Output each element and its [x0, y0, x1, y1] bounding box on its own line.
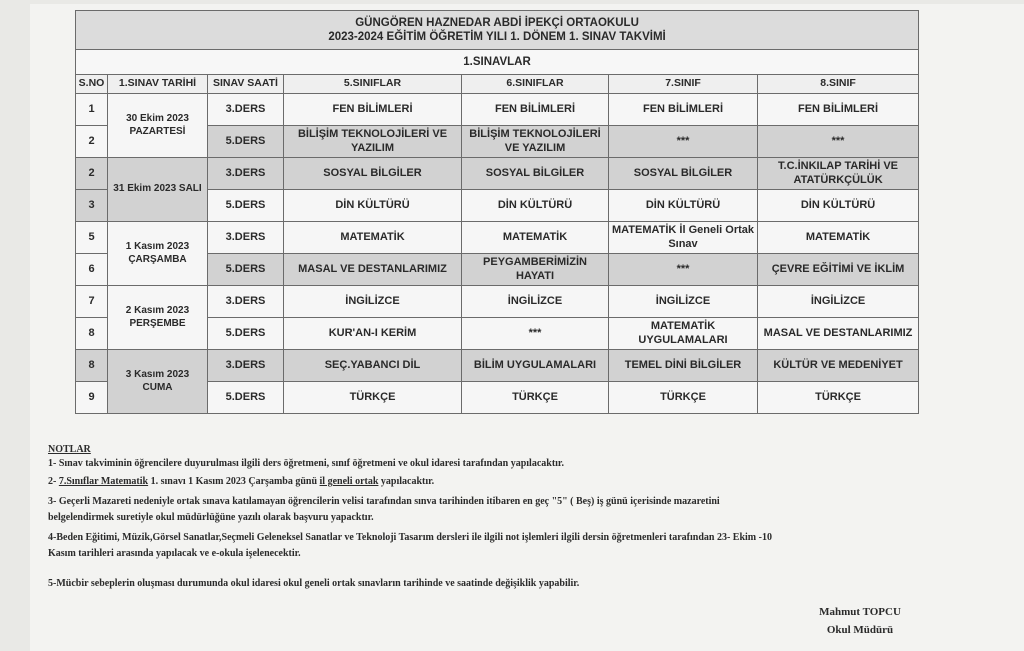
grade7-subject: MATEMATİK UYGULAMALARI — [609, 318, 758, 350]
exam-period: 3.DERS — [208, 158, 284, 190]
grade5-subject: KUR'AN-I KERİM — [284, 318, 462, 350]
exam-date-line1: 31 Ekim 2023 SALI — [113, 183, 202, 195]
row-number: 5 — [76, 222, 108, 254]
grade5-subject: FEN BİLİMLERİ — [284, 94, 462, 126]
grade7-subject: *** — [609, 126, 758, 158]
exam-period: 5.DERS — [208, 190, 284, 222]
grade6-subject: TÜRKÇE — [462, 382, 609, 414]
note-5: 5-Mücbir sebeplerin oluşması durumunda okul idaresi okul geneli ortak sınavların tarihinde ve saatinde değişiklik yapabilir. — [48, 578, 580, 589]
note-2-suffix: yapılacaktır. — [378, 476, 435, 487]
table-row — [76, 286, 919, 318]
grade8-subject: MASAL VE DESTANLARIMIZ — [758, 318, 919, 350]
grade6-subject: PEYGAMBERİMİZİN HAYATI — [462, 254, 609, 286]
exam-date — [108, 286, 208, 350]
exam-date-line1: 3 Kasım 2023 CUMA — [125, 369, 190, 393]
grade6-subject: BİLİM UYGULAMALARI — [462, 350, 609, 382]
exam-date-line1: 2 Kasım 2023 — [125, 305, 190, 316]
exam-date — [108, 94, 208, 158]
col-header-grade8: 8.SINIF — [758, 75, 919, 94]
grade5-subject: MATEMATİK — [284, 222, 462, 254]
grade5-subject: SOSYAL BİLGİLER — [284, 158, 462, 190]
exam-period: 3.DERS — [208, 222, 284, 254]
note-2-underlined-subject: 7.Sınıflar Matematik — [58, 476, 149, 487]
grade6-subject: MATEMATİK — [462, 222, 609, 254]
grade6-subject: İNGİLİZCE — [462, 286, 609, 318]
grade7-subject: SOSYAL BİLGİLER — [609, 158, 758, 190]
principal-title: Okul Müdürü — [826, 623, 894, 636]
grade7-subject: TEMEL DİNİ BİLGİLER — [609, 350, 758, 382]
grade8-subject: İNGİLİZCE — [758, 286, 919, 318]
note-2 — [48, 476, 434, 487]
exam-period: 5.DERS — [208, 126, 284, 158]
exam-period: 3.DERS — [208, 286, 284, 318]
grade7-subject: İNGİLİZCE — [609, 286, 758, 318]
grade5-subject: TÜRKÇE — [284, 382, 462, 414]
table-row — [76, 350, 919, 382]
exam-date — [108, 350, 208, 414]
grade7-subject: DİN KÜLTÜRÜ — [609, 190, 758, 222]
table-row — [76, 222, 919, 254]
col-header-grade5: 5.SINIFLAR — [284, 75, 462, 94]
col-header-grade6: 6.SINIFLAR — [462, 75, 609, 94]
exam-date-line2: ÇARŞAMBA — [128, 253, 187, 265]
grade7-subject: TÜRKÇE — [609, 382, 758, 414]
grade5-subject: MASAL VE DESTANLARIMIZ — [284, 254, 462, 286]
row-number: 7 — [76, 286, 108, 318]
note-2-underlined-scope: il geneli ortak — [319, 476, 379, 487]
exam-schedule-table — [75, 10, 919, 414]
exam-date-line1: 30 Ekim 2023 — [126, 113, 189, 124]
school-name: GÜNGÖREN HAZNEDAR ABDİ İPEKÇİ ORTAOKULU — [355, 16, 639, 29]
table-row — [76, 158, 919, 190]
notes-title: NOTLAR — [48, 444, 91, 455]
principal-name: Mahmut TOPCU — [819, 606, 901, 618]
col-header-time: SINAV SAATİ — [208, 75, 284, 94]
col-header-grade7: 7.SINIF — [609, 75, 758, 94]
grade8-subject: T.C.İNKILAP TARİHİ VE ATATÜRKÇÜLÜK — [758, 158, 919, 190]
row-number: 8 — [76, 318, 108, 350]
grade8-subject: ÇEVRE EĞİTİMİ VE İKLİM — [758, 254, 919, 286]
exam-date-line2: PAZARTESİ — [129, 125, 186, 137]
exam-date-line2: PERŞEMBE — [129, 317, 186, 329]
grade7-subject: MATEMATİK İl Geneli Ortak Sınav — [609, 222, 758, 254]
section-row — [76, 50, 919, 75]
grade8-subject: KÜLTÜR VE MEDENİYET — [758, 350, 919, 382]
grade8-subject: MATEMATİK — [758, 222, 919, 254]
note-4-line2: Kasım tarihleri arasında yapılacak ve e-okula işelenecektir. — [48, 548, 301, 559]
grade5-subject: DİN KÜLTÜRÜ — [284, 190, 462, 222]
grade7-subject: FEN BİLİMLERİ — [609, 94, 758, 126]
grade6-subject: BİLİŞİM TEKNOLOJİLERİ VE YAZILIM — [462, 126, 609, 158]
column-header-row — [76, 75, 919, 94]
note-4-line1: 4-Beden Eğitimi, Müzik,Görsel Sanatlar,Seçmeli Geleneksel Sanatlar ve Teknoloji Tasarım dersleri ile ilgili not işlemleri ilgili dersin öğretmenleri tarafından 23- Ekim -10 — [48, 532, 772, 543]
grade5-subject: BİLİŞİM TEKNOLOJİLERİ VE YAZILIM — [284, 126, 462, 158]
note-1: 1- Sınav takviminin öğrencilere duyurulması ilgili ders öğretmeni, sınıf öğretmeni ve okul idaresi tarafından yapılacaktır. — [48, 458, 564, 469]
exam-period: 5.DERS — [208, 318, 284, 350]
col-header-date: 1.SINAV TARİHİ — [108, 75, 208, 94]
row-number: 3 — [76, 190, 108, 222]
signature-block — [800, 604, 920, 639]
note-2-prefix: 2- — [48, 476, 59, 487]
col-header-no: S.NO — [76, 75, 108, 94]
row-number: 2 — [76, 126, 108, 158]
exam-date — [108, 222, 208, 286]
grade8-subject: FEN BİLİMLERİ — [758, 94, 919, 126]
row-number: 2 — [76, 158, 108, 190]
note-3-line1: 3- Geçerli Mazareti nedeniyle ortak sınava katılamayan öğrencilerin velisi tarafından sınva tarihinden itibaren en geç "5" ( Beş) iş günü içerisinde mazaretini — [48, 496, 720, 507]
table-title-row — [76, 11, 919, 50]
grade7-subject: *** — [609, 254, 758, 286]
row-number: 1 — [76, 94, 108, 126]
grade8-subject: *** — [758, 126, 919, 158]
grade5-subject: SEÇ.YABANCI DİL — [284, 350, 462, 382]
section-title: 1.SINAVLAR — [76, 50, 919, 75]
table-row — [76, 94, 919, 126]
grade6-subject: *** — [462, 318, 609, 350]
grade8-subject: TÜRKÇE — [758, 382, 919, 414]
grade6-subject: SOSYAL BİLGİLER — [462, 158, 609, 190]
grade6-subject: FEN BİLİMLERİ — [462, 94, 609, 126]
exam-period: 3.DERS — [208, 94, 284, 126]
grade8-subject: DİN KÜLTÜRÜ — [758, 190, 919, 222]
note-3-line2: belgelendirmek suretiyle okul müdürlüğüne yazılı olarak başvuru yapacktır. — [48, 512, 374, 523]
row-number: 6 — [76, 254, 108, 286]
grade6-subject: DİN KÜLTÜRÜ — [462, 190, 609, 222]
exam-date-line1: 1 Kasım 2023 — [125, 241, 190, 252]
exam-period: 5.DERS — [208, 254, 284, 286]
exam-period: 5.DERS — [208, 382, 284, 414]
grade5-subject: İNGİLİZCE — [284, 286, 462, 318]
note-2-middle: 1. sınavı 1 Kasım 2023 Çarşamba günü — [148, 476, 320, 487]
row-number: 8 — [76, 350, 108, 382]
exam-date — [108, 158, 208, 222]
row-number: 9 — [76, 382, 108, 414]
schedule-subtitle: 2023-2024 EĞİTİM ÖĞRETİM YILI 1. DÖNEM 1. SINAV TAKVİMİ — [328, 31, 666, 43]
exam-period: 3.DERS — [208, 350, 284, 382]
